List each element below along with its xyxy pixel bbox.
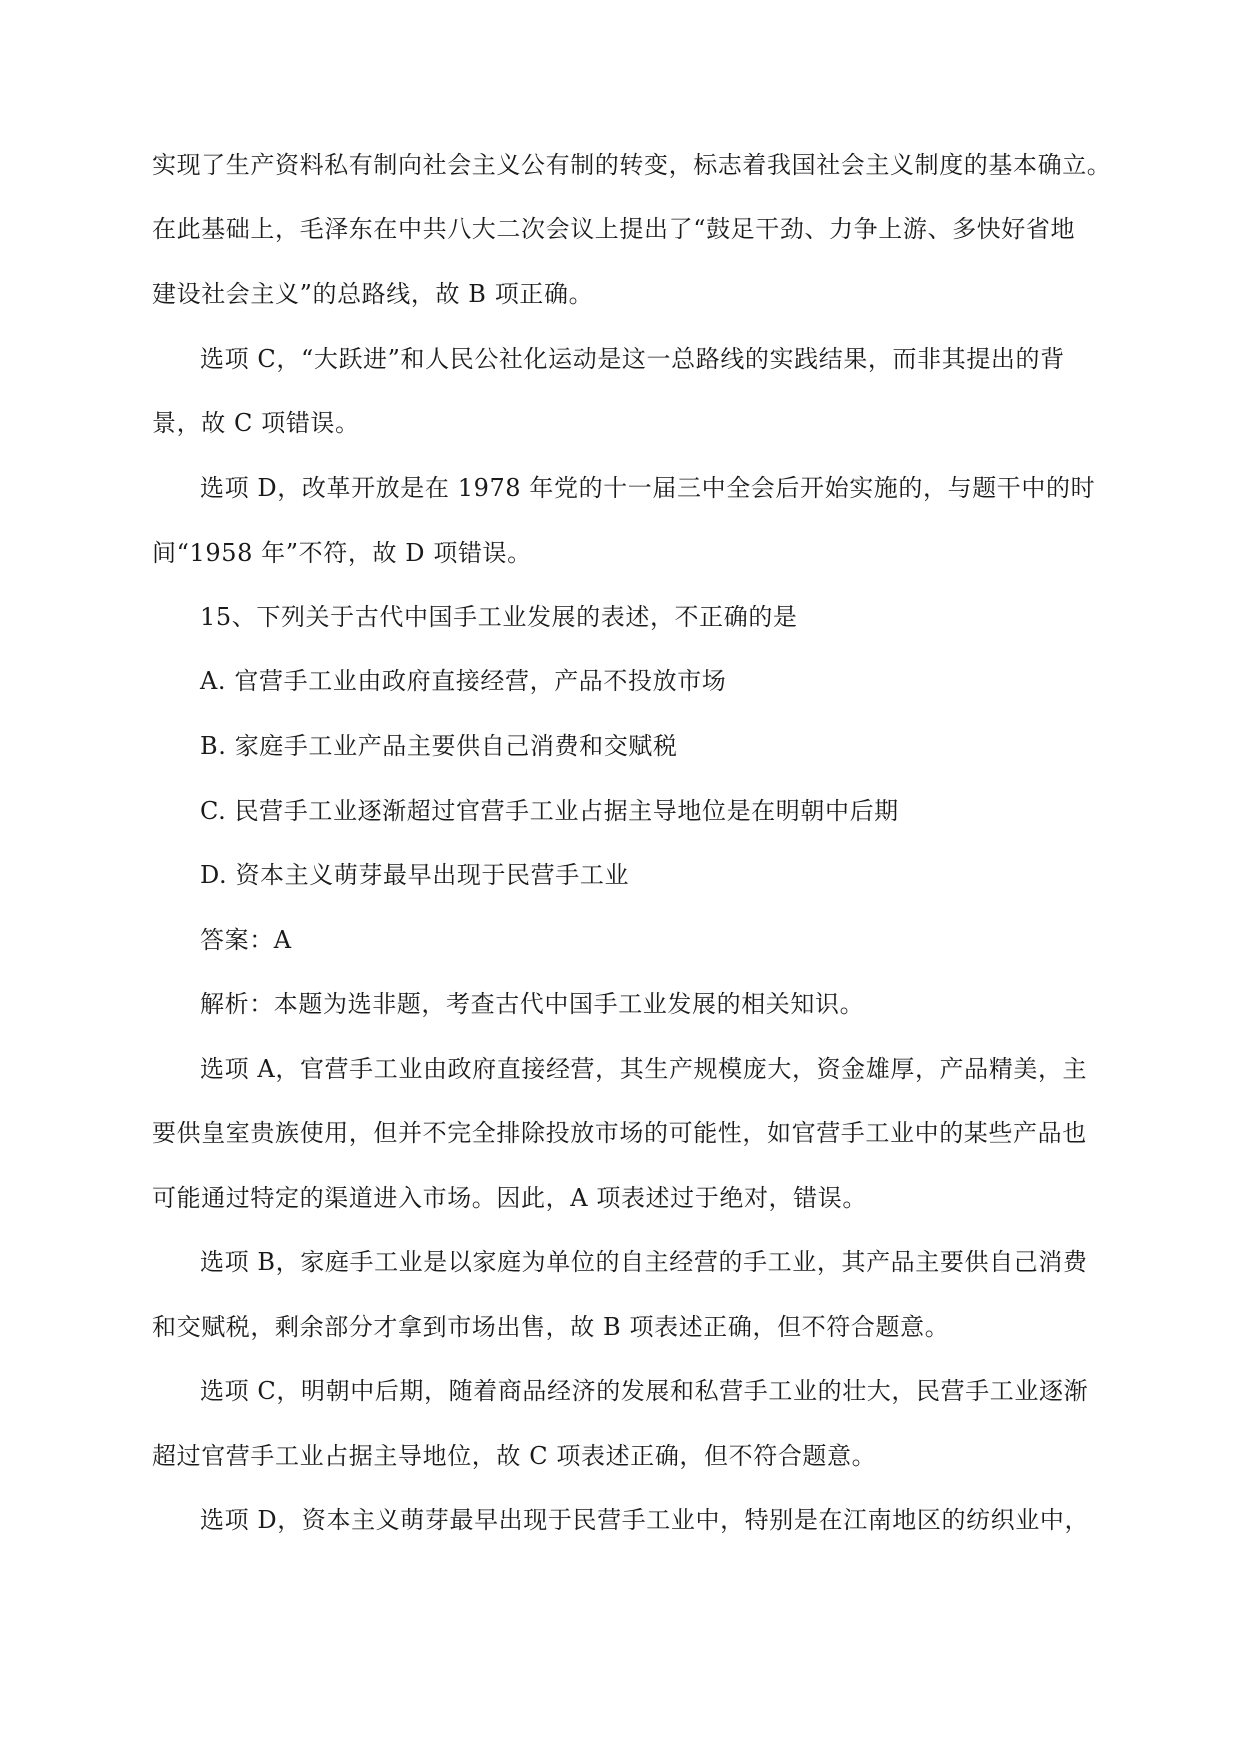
analysis-intro: 解析：本题为选非题，考查古代中国手工业发展的相关知识。 (200, 990, 865, 1018)
text-line: 实现了生产资料私有制向社会主义公有制的转变，标志着我国社会主义制度的基本确立。 (152, 151, 1112, 179)
text-line: 选项 A，官营手工业由政府直接经营，其生产规模庞大，资金雄厚，产品精美，主 (200, 1055, 1088, 1083)
text-line: 要供皇室贵族使用，但并不完全排除投放市场的可能性，如官营手工业中的某些产品也 (152, 1119, 1087, 1147)
option-d: D. 资本主义萌芽最早出现于民营手工业 (200, 861, 630, 889)
option-a: A. 官营手工业由政府直接经营，产品不投放市场 (200, 667, 727, 695)
text-line: 在此基础上，毛泽东在中共八大二次会议上提出了“鼓足干劲、力争上游、多快好省地 (152, 215, 1076, 243)
answer: 答案：A (200, 926, 292, 954)
text-line: 选项 C，“大跃进”和人民公社化运动是这一总路线的实践结果，而非其提出的背 (200, 345, 1065, 373)
text-line: 选项 C，明朝中后期，随着商品经济的发展和私营手工业的壮大，民营手工业逐渐 (200, 1377, 1089, 1405)
text-line: 可能通过特定的渠道进入市场。因此，A 项表述过于绝对，错误。 (152, 1184, 867, 1212)
text-line: 选项 D，资本主义萌芽最早出现于民营手工业中，特别是在江南地区的纺织业中， (200, 1506, 1090, 1534)
text-line: 建设社会主义”的总路线，故 B 项正确。 (152, 280, 594, 308)
text-line: 选项 B，家庭手工业是以家庭为单位的自主经营的手工业，其产品主要供自己消费 (200, 1248, 1088, 1276)
text-line: 选项 D，改革开放是在 1978 年党的十一届三中全会后开始实施的，与题干中的时 (200, 474, 1096, 502)
text-line: 景，故 C 项错误。 (152, 409, 360, 437)
text-line: 间“1958 年”不符，故 D 项错误。 (152, 539, 532, 567)
option-c: C. 民营手工业逐渐超过官营手工业占据主导地位是在明朝中后期 (200, 797, 899, 825)
question-stem: 15、下列关于古代中国手工业发展的表述，不正确的是 (200, 603, 798, 631)
option-b: B. 家庭手工业产品主要供自己消费和交赋税 (200, 732, 678, 760)
text-line: 和交赋税，剩余部分才拿到市场出售，故 B 项表述正确，但不符合题意。 (152, 1313, 950, 1341)
text-line: 超过官营手工业占据主导地位，故 C 项表述正确，但不符合题意。 (152, 1442, 877, 1470)
